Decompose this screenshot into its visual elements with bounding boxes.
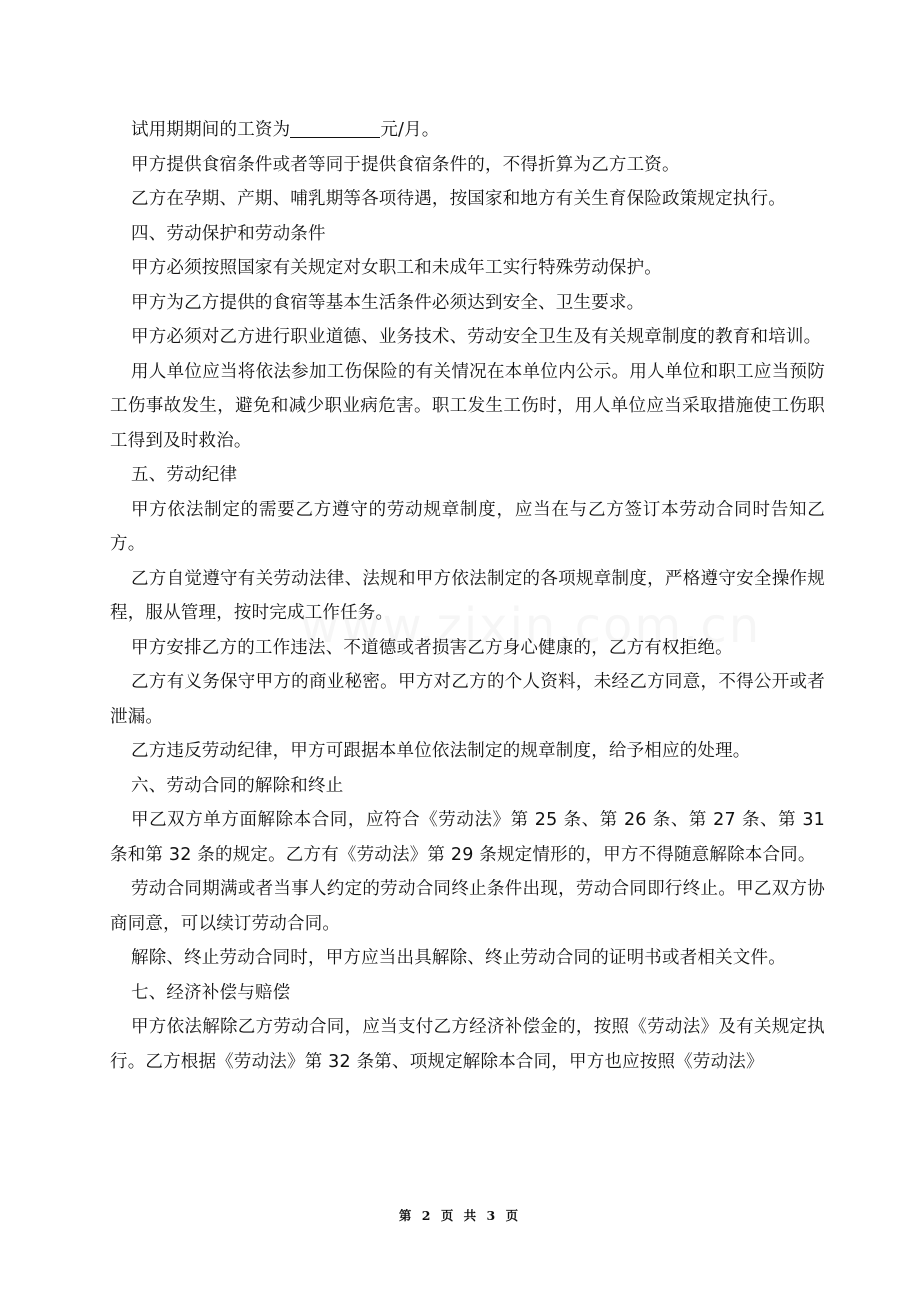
paragraph: [110, 182, 825, 217]
paragraph-text: 甲方必须对乙方进行职业道德、业务技术、劳动安全卫生及有关规章制度的教育和培训。: [131, 327, 822, 347]
paragraph-text: 七、经济补偿与赔偿: [131, 982, 291, 1003]
paragraph-text: 甲方依法制定的需要乙方遵守的劳动规章制度，应当在与乙方签订本劳动合同时告知乙方。: [110, 499, 825, 554]
paragraph-text: 甲方安排乙方的工作违法、不道德或者损害乙方身心健康的，乙方有权拒绝。: [131, 637, 733, 658]
paragraph-text: 甲乙双方单方面解除本合同，应符合《劳动法》第 25 条、第 26 条、第 27 条、第 31 条和第 32 条的规定。乙方有《劳动法》第 29 条规定情形的，甲方不得随意解除本合同。: [110, 810, 825, 865]
page-footer: 第 2 页 共 3 页: [398, 1208, 522, 1223]
fill-in-blank: [290, 119, 380, 138]
paragraph: [110, 631, 825, 666]
paragraph: [110, 148, 825, 183]
paragraph-text: 乙方有义务保守甲方的商业秘密。甲方对乙方的个人资料，未经乙方同意，不得公开或者泄漏。: [110, 672, 825, 727]
paragraph: [110, 355, 825, 459]
paragraph-text: 六、劳动合同的解除和终止: [131, 775, 344, 796]
paragraph-text: 五、劳动纪律: [131, 465, 238, 485]
paragraph: [110, 493, 825, 562]
paragraph-text: 四、劳动保护和劳动条件: [131, 223, 326, 244]
paragraph-text: 甲方依法解除乙方劳动合同，应当支付乙方经济补偿金的，按照《劳动法》及有关规定执行。乙方根据《劳动法》第 32 条第、项规定解除本合同，甲方也应按照《劳动法》: [110, 1017, 825, 1072]
paragraph-text: 甲方提供食宿条件或者等同于提供食宿条件的，不得折算为乙方工资。: [131, 154, 680, 175]
paragraph-text: 甲方必须按照国家有关规定对女职工和未成年工实行特殊劳动保护。: [131, 258, 662, 278]
paragraph-text: 劳动合同期满或者当事人约定的劳动合同终止条件出现，劳动合同即行终止。甲乙双方协商同意，可以续订劳动合同。: [110, 879, 825, 934]
section-heading: [110, 976, 825, 1011]
paragraph-text-tail: 元/月。: [380, 120, 440, 140]
paragraph-text: 乙方违反劳动纪律，甲方可跟据本单位依法制定的规章制度，给予相应的处理。: [131, 741, 751, 761]
paragraph: [110, 320, 825, 355]
paragraph-text: 用人单位应当将依法参加工伤保险的有关情况在本单位内公示。用人单位和职工应当预防工伤事故发生，避免和减少职业病危害。职工发生工伤时，用人单位应当采取措施使工伤职工得到及时救治。: [110, 361, 825, 451]
paragraph-text: 乙方在孕期、产期、哺乳期等各项待遇，按国家和地方有关生育保险政策规定执行。: [131, 189, 786, 209]
paragraph: [110, 286, 825, 321]
paragraph: [110, 113, 825, 148]
paragraph-text: 乙方自觉遵守有关劳动法律、法规和甲方依法制定的各项规章制度，严格遵守安全操作规程，服从管理，按时完成工作任务。: [110, 568, 825, 623]
paragraph: [110, 803, 825, 872]
paragraph: [110, 941, 825, 976]
section-heading: [110, 769, 825, 804]
document-body: [110, 113, 825, 1079]
section-heading: [110, 217, 825, 252]
section-heading: [110, 458, 825, 493]
paragraph: [110, 665, 825, 734]
paragraph-text: 试用期期间的工资为: [131, 120, 291, 140]
paragraph: [110, 251, 825, 286]
paragraph: [110, 872, 825, 941]
paragraph-text: 甲方为乙方提供的食宿等基本生活条件必须达到安全、卫生要求。: [131, 292, 645, 313]
paragraph: [110, 1010, 825, 1079]
paragraph: [110, 734, 825, 769]
paragraph: [110, 562, 825, 631]
paragraph-text: 解除、终止劳动合同时，甲方应当出具解除、终止劳动合同的证明书或者相关文件。: [131, 948, 786, 968]
